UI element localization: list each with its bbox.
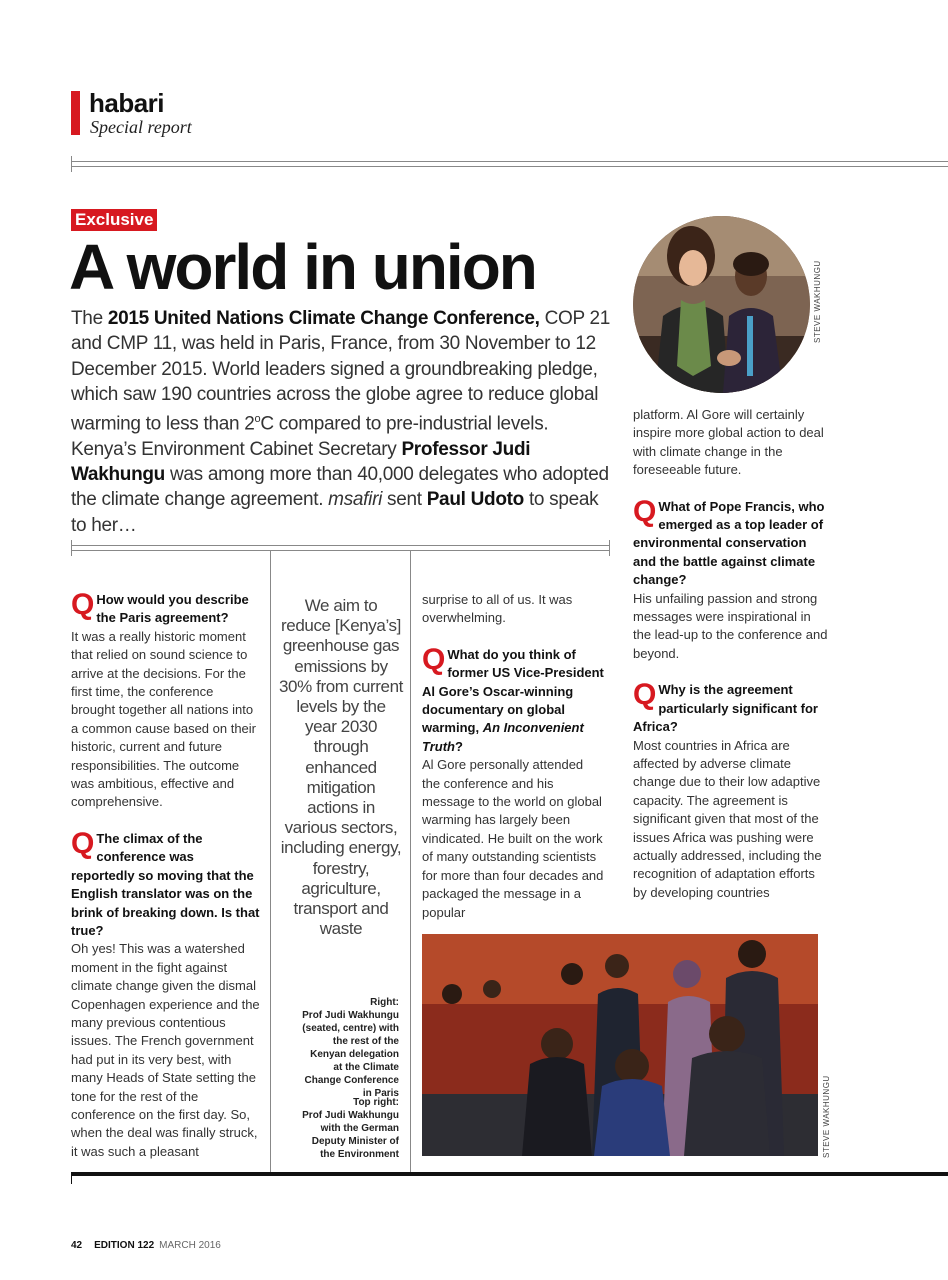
bottom-rule-tick [71,1172,72,1184]
column-1 [71,588,261,1161]
photo-kenyan-delegation [422,934,818,1156]
column-4 [633,406,828,902]
question-2: Q The climax of the conference was reportedly so moving that the English translator was on the brink of breaking down. Is that true? [71,826,260,938]
mid-rule [71,545,609,546]
question-1: Q How would you describe the Paris agreement? [71,588,249,626]
column-divider-1 [270,550,271,1172]
caption-top-right: Top right: Prof Judi Wakhungu with the German Deputy Minister of the Environment [302,1097,399,1160]
exclusive-badge: Exclusive [71,209,157,231]
page-number: 42 [71,1240,83,1251]
standfirst: The 2015 United Nations Climate Change Conference, COP 21 and CMP 11, was held in Paris, France, from 30 November to 12 December 2015. World leaders signed a groundbreaking pledge, which saw 190 countries across the globe agree to reduce global warming to less than 2$^o$C compared to pre-industrial levels. Kenya’s Environment Cabinet Secretary Professor Judi Wakhungu was among more than 40,000 delegates who adopted the climate change agreement. msafiri sent Paul Udoto to speak to her… [71,308,611,536]
answer-5: Most countries in Africa are affected by adverse climate change due to their low adaptive capacity. The agreement is significant given that most of the issues Africa was pushing were actually addressed, including the recognition of adaptation efforts by developing countries [633,737,822,900]
question-3: Q What do you think of former US Vice-President Al Gore’s Oscar-winning documentary on global warming, An Inconvenient Truth? [422,642,604,754]
answer-1: It was a really historic moment that relied on sound science to arrive at the decisions. For the first time, the conference brought together all nations into a common cause based on their historic, current and future responsibilities. The outcome was ambitious, effective and comprehensive. [71,628,256,810]
headline: A world in union [69,231,536,303]
top-rule-tick [71,156,72,172]
column-divider-2 [410,550,411,1172]
section-marker [71,91,80,135]
mid-rule-2 [71,550,609,551]
answer-2: Oh yes! This was a watershed moment in the fight against climate change given the dismal Copenhagen experience and the many previous contentious issues. The French government had put in its very best, with many Heads of State setting the tone for the rest of the conference on the first day. So, when the deal was finally struck, it was such a pleasant [71,941,260,1159]
section-subtitle: Special report [90,117,192,137]
page-footer [71,1240,221,1251]
answer-4: His unfailing passion and strong messages were inspirational in the lead-up to the conference and beyond. [633,590,828,661]
question-4: Q What of Pope Francis, who emerged as a top leader of environmental conservation and the battle against climate change? [633,494,825,588]
photo-credit-top: STEVE WAKHUNGU [813,260,822,343]
mid-rule-tick-right [609,540,610,556]
pull-quote: We aim to reduce [Kenya’s] greenhouse gas emissions by 30% from current levels by the year 2030 through enhanced mitigation actions in various sectors, including energy, forestry, agriculture, transport and waste [279,596,403,939]
section-title: habari [89,88,165,118]
answer-3: Al Gore personally attended the conference and his message to the world on global warming has largely been vindicated. He built on the work of many outstanding scientists for more than four decades and packaged the message in a popular [422,757,604,920]
bottom-rule [71,1172,948,1176]
column-3 [422,591,604,922]
issue-month: MARCH 2016 [159,1240,221,1251]
question-5: Q Why is the agreement particularly significant for Africa? [633,678,818,735]
top-rule [71,161,948,162]
mid-rule-tick-left [71,540,72,556]
photo-credit-bottom: STEVE WAKHUNGU [822,1075,831,1158]
column-4-continuation: platform. Al Gore will certainly inspire more global action to deal with climate change in the foreseeable future. [633,407,824,478]
edition-label: EDITION 122 [94,1240,155,1251]
caption-right: Right: Prof Judi Wakhungu (seated, centre) with the rest of the Kenyan delegation at the Climate Change Conference in Paris [302,997,399,1099]
photo-minister-meeting [633,216,810,393]
top-rule-2 [71,166,948,167]
column-3-continuation: surprise to all of us. It was overwhelming. [422,592,573,626]
